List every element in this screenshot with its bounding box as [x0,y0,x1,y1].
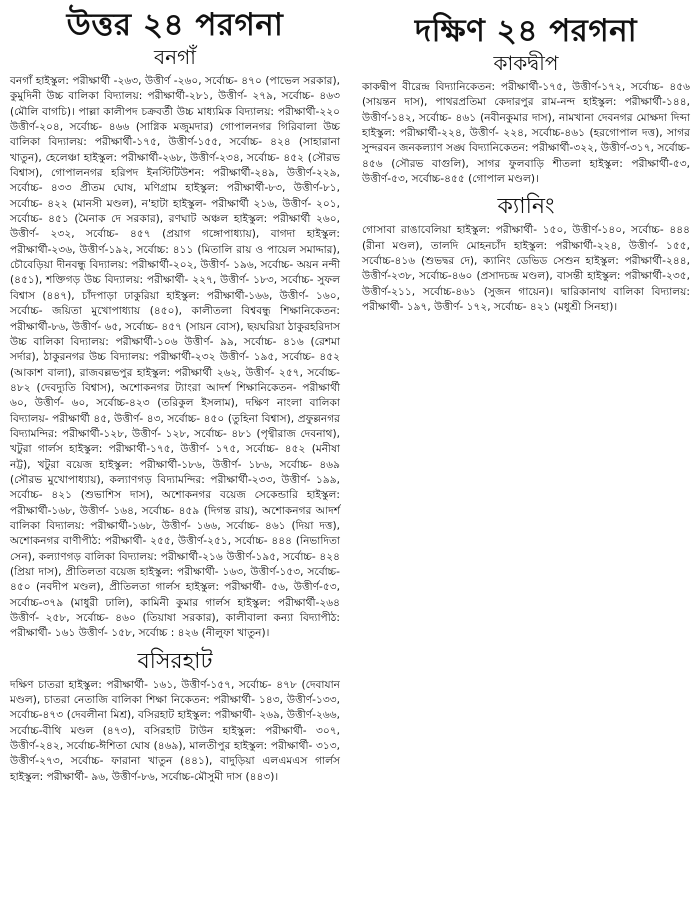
north-24-parganas-heading: উত্তর ২৪ পরগনা [66,7,284,43]
bongaon-results-text: বনগাঁ হাইস্কুল: পরীক্ষার্থী -২৬৩, উত্তীর্ণ -২৬০, সর্বোচ্চ- ৪৭০ (পাভেল সরকার), কুমুদিনী উচ্চ বালিকা বিদ্যালয়: পরীক্ষার্থী-২৮১, উত্তীর্ণ- ২৭৯, সর্বোচ্চ- ৪৬৩ (মৌলি বাগচি)। পাল্লা কালীপদ চক্রবর্তী উচ্চ মাধ্যমিক বিদ্যালয়: পরীক্ষার্থী-২২০ উত্তীর্ণ-২০৪, সর্বোচ্চ- ৪৬৬ (সাগ্নিক মজুমদার) গোপালনগর গিরিবালা উচ্চ বালিকা বিদ্যালয়: পরীক্ষার্থী-১৭৫, উত্তীর্ণ-১৫৫, সর্বোচ্চ- ৪২৪ (সাহারানা খাতুন), হেলেঞ্চা হাইস্কুল: পরীক্ষার্থী-২৬৮, উত্তীর্ণ-২৩৪, সর্বোচ্চ- ৪৫২ (সৌরভ বিশ্বাস), গোপালনগর হরিপদ ইনস্টিটিউশন: পরীক্ষার্থী-২৪৯, উত্তীর্ণ-২২৯, সর্বোচ্চ- ৪৩৩ প্রীতম ঘোষ, মণিগ্রাম হাইস্কুল: পরীক্ষার্থী-৮৩, উত্তীর্ণ-৮১, সর্বোচ্চ- ৪২২ (মানসী মণ্ডল), ন'হাটা হাইস্কুল- পরীক্ষার্থী ২১৬, উত্তীর্ণ- ২০১, সর্বোচ্চ- ৪৫১ (মৈনাক দে সরকার), রণঘাট অঞ্চল হাইস্কুল: পরীক্ষার্থী ২৬০, উত্তীর্ণ- ২৩২, সর্বোচ্চ- ৪৫৭ (প্রয়াগ গঙ্গোপাধ্যায়), বাগদা হাইস্কুল: পরীক্ষার্থী-২৩৬, উত্তীর্ণ-১৯২, সর্বোচ্চ: ৪১১ (মিতালি রায় ও পায়েল সমাদ্দার), চৌবেড়িয়া দীনবন্ধু বিদ্যালয়: পরীক্ষার্থী-২০২, উত্তীর্ণ- ১৯৬, সর্বোচ্চ- অয়ন নন্দী (৪৫১), শক্তিগড় উচ্চ বিদ্যালয়: পরীক্ষার্থী- ২২৭, উত্তীর্ণ- ১৮৩, সর্বোচ্চ- সুফল বিশ্বাস (৪৪৭), চাঁদপাড়া ঢাকুরিয়া হাইস্কুল: পরীক্ষার্থী-১৬৬, উত্তীর্ণ- ১৬০, সর্বোচ্চ- জয়িতা মুখোপাধ্যায় (৪৫০), কালীতলা বিশ্ববন্ধু শিক্ষানিকেতন: পরীক্ষার্থী-৮৬, উত্তীর্ণ- ৬৫, সর্বোচ্চ- ৪৫৭ (সায়ন বোস), ছয়ঘরিয়া ঠাকুরহরিদাস উচ্চ বালিকা বিদ্যালয়: পরীক্ষার্থী-১০৬ উত্তীর্ণ- ৯৯, সর্বোচ্চ- ৪১৬ (রেশমা সর্দার), ঠাকুরনগর উচ্চ বিদ্যালয়: পরীক্ষার্থী-২৩২ উত্তীর্ণ- ১৯৫, সর্বোচ্চ- ৪৫২ (আকাশ বালা), রাজবল্লভপুর হাইস্কুল: পরীক্ষার্থী ২৬২, উত্তীর্ণ- ২৫৭, সর্বোচ্চ- ৪৮২ (দেবদ্যুতি বিশ্বাস), অশোকনগর ট্যাংরা আদর্শ শিক্ষানিকেতন- পরীক্ষার্থী ৬০, উত্তীর্ণ- ৬০, সর্বোচ্চ-৪২৩ (তরিকুল ইসলাম), দক্ষিণ নাংলা বালিকা বিদ্যালয়- পরীক্ষার্থী ৪৫, উত্তীর্ণ- ৪৩, সর্বোচ্চ- ৪৫০ (তুহিনা বিশ্বাস), প্রফুল্লনগর বিদ্যামন্দির: পরীক্ষার্থী-১২৮, উত্তীর্ণ- ১২৮, সর্বোচ্চ- ৪৮১ (পৃথ্বীরাজ দেবনাথ), খটুরা গার্লস হাইস্কুল: পরীক্ষার্থী-১৭৫, উত্তীর্ণ- ১৭৫, সর্বোচ্চ- ৪৫২ (মনীষা নট্ট), খটুরা বয়েজ হাইস্কুল: পরীক্ষার্থী-১৮৬, উত্তীর্ণ- ১৮৬, সর্বোচ্চ- ৪৬৯ (সৌরভ মুখোপাধ্যায়), কল্যাণগড় বিদ্যামন্দির: পরীক্ষার্থী-২৩৩, উত্তীর্ণ- ১৯৯, সর্বোচ্চ- ৪২১ (শুভাশিস দাস), অশোকনগর বয়েজ সেকেন্ডারি হাইস্কুল: পরীক্ষার্থী-১৬৮, উত্তীর্ণ- ১৬৪, সর্বোচ্চ- ৪৫৯ (দিগন্ত রায়), অশোকনগর আদর্শ বালিকা বিদ্যালয়: পরীক্ষার্থী-১৬৮, উত্তীর্ণ- ১৬৬, সর্বোচ্চ- ৪৬১ (দিয়া দত্ত), অশোকনগর বাণীপীঠ: পরীক্ষার্থী- ২৫৫, উত্তীর্ণ-২৫১, সর্বোচ্চ- ৪৪৪ (নিভাদিতা সেন), কল্যাণগড় বালিকা বিদ্যালয়: পরীক্ষার্থী-২১৬ উত্তীর্ণ-১৯৫, সর্বোচ্চ- ৪২৪ (প্রিয়া দাস), প্রীতিলতা বয়েজ হাইস্কুল: পরীক্ষার্থী- ১৬৩, উত্তীর্ণ-১৫৩, সর্বোচ্চ- ৪৫০ (নবদীপ মণ্ডল), প্রীতিলতা গার্লস হাইস্কুল: পরীক্ষার্থী- ৫৬, উত্তীর্ণ-৫৩, সর্বোচ্চ-৩৭৯ (মাধুরী ঢালি), কামিনী কুমার গার্লস হাইস্কুল: পরীক্ষার্থী-২৬৪ উত্তীর্ণ- ২৫৮, সর্বোচ্চ- ৪৬০ (তিয়াষা সরকার), কালীবালা কন্যা বিদ্যাপীঠ: পরীক্ষার্থী- ১৬১ উত্তীর্ণ- ১৫৮, সর্বোচ্চ : ৪২৬ (নীলুফা খাতুন)। [10,75,340,640]
canning-subheading: ক্যানিং [497,194,555,220]
north-24-parganas-column [10,6,340,913]
kakdwip-results-text: কাকদ্বীপ বীরেন্দ্র বিদ্যানিকেতন: পরীক্ষার্থী-১৭৫, উত্তীর্ণ-১৭২, সর্বোচ্চ- ৪৫৬ (সায়ন্তন দাস), পাথরপ্রতিমা কেদারপুর রাম-নন্দ হাইস্কুল: পরীক্ষার্থী-১৪৪, উত্তীর্ণ-১৪২, সর্বোচ্চ- ৪৬১ (নবীনকুমার দাস), নামখানা দেবনগর মোক্ষদা দিব্দা হাইস্কুল: পরীক্ষার্থী-২২৪, উত্তীর্ণ- ২২৪, সর্বোচ্চ-৪৬১ (হরগোপাল দত্ত), সাগর সুন্দরবন জনকল্যাণ সঙ্ঘ বিদ্যানিকেতন: পরীক্ষার্থী-৩২২, উত্তীর্ণ-৩১৭, সর্বোচ্চ- ৪৫৬ (সৌরভ বাগুলি), সাগর ফুলবাড়ি শীতলা হাইস্কুল: পরীক্ষার্থী-৫৩, উত্তীর্ণ-৫৩, সর্বোচ্চ-৪৫৫ (গোপাল মণ্ডল)। [362,81,690,186]
bongaon-subheading: বনগাঁ [154,45,196,69]
basirhat-results-text: দক্ষিণ চাতরা হাইস্কুল: পরীক্ষার্থী- ১৬১, উত্তীর্ণ-১৫৭, সর্বোচ্চ- ৪৭৮ (দেবাযান মণ্ডল), চাতরা নেতাজি বালিকা শিক্ষা নিকেতন: পরীক্ষার্থী- ১৪৩, উত্তীর্ণ-১৩৩, সর্বোচ্চ-৪৭৩ (দেবলীনা মিশ্র), বসিরহাট হাইস্কুল: পরীক্ষার্থী- ২৬৯, উত্তীর্ণ-২৬৬, সর্বোচ্চ-বীথি মণ্ডল (৪৭৩), বসিরহাট টাউন হাইস্কুল: পরীক্ষার্থী- ৩০৭, উত্তীর্ণ-২৪২, সর্বোচ্চ-ঈশিতা ঘোষ (৪৬৯), মালতীপুর হাইস্কুল: পরীক্ষার্থী- ৩১৩, উত্তীর্ণ-২৭৩, সর্বোচ্চ- ফারানা খাতুন (৪৪১), বাদুড়িয়া এলএমএস গার্লস হাইস্কুল: পরীক্ষার্থী- ৯৬, উত্তীর্ণ-৮৬, সর্বোচ্চ-মৌসুমী দাস (৪৪৩)। [10,678,340,783]
canning-results-text: গোসাবা রাঙাবেলিয়া হাইস্কুল: পরীক্ষার্থী- ১৫০, উত্তীর্ণ-১৪০, সর্বোচ্চ- ৪৪৪ (রীনা মণ্ডল), তালদি মোহনচাঁদ হাইস্কুল: পরীক্ষার্থী-২২৪, উত্তীর্ণ- ১৫৫, সর্বোচ্চ-৪১৬ (শুভদ্বর দে), ক্যানিং ডেভিড সেশুন হাইস্কুল: পরীক্ষার্থী-২৪৪, উত্তীর্ণ-২৩৮, সর্বোচ্চ-৪৬০ (প্রসাদচন্দ্র মণ্ডল), বাসন্তী হাইস্কুল: পরীক্ষার্থী-২৩৫, উত্তীর্ণ-২১১, সর্বোচ্চ-৪৬১ (সুজন গায়েন)। দ্বারিকানাথ বালিকা বিদ্যালয়: পরীক্ষার্থী- ১৯৭, উত্তীর্ণ- ১৭২, সর্বোচ্চ- ৪২১ (মধুশ্রী সিনহা)। [362,224,690,314]
basirhat-subheading: বসিরহাট [137,648,213,674]
south-24-parganas-heading: দক্ষিণ ২৪ পরগনা [414,13,638,49]
kakdwip-subheading: কাকদ্বীপ [493,51,559,75]
south-24-parganas-column [362,6,690,913]
